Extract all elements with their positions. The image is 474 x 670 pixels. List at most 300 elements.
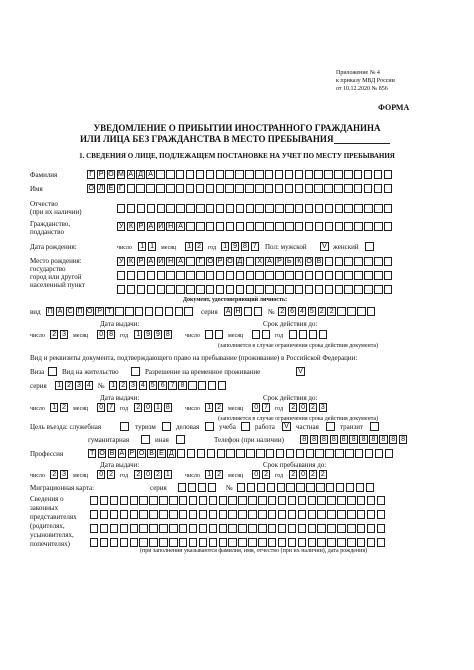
char-cell[interactable]: 1 — [50, 403, 58, 412]
char-cell[interactable] — [225, 170, 233, 179]
char-cell[interactable] — [255, 271, 263, 280]
char-cell[interactable]: 7 — [168, 381, 176, 390]
char-cell[interactable]: 8 — [300, 435, 308, 444]
char-cell[interactable] — [288, 496, 296, 505]
char-cell[interactable]: 0 — [97, 330, 105, 339]
char-cell[interactable] — [169, 524, 177, 533]
char-cell[interactable]: П — [47, 308, 53, 315]
char-cell[interactable] — [354, 170, 362, 179]
char-cell[interactable]: 1 — [134, 330, 142, 339]
birth-day-cells[interactable] — [138, 242, 158, 251]
char-cell[interactable] — [354, 257, 362, 266]
char-cell[interactable]: Р — [97, 308, 102, 315]
char-cell[interactable]: 2 — [134, 470, 142, 479]
char-cell[interactable] — [179, 538, 187, 547]
char-cell[interactable] — [258, 524, 266, 533]
char-cell[interactable]: 6 — [158, 381, 166, 390]
char-cell[interactable] — [155, 307, 163, 316]
char-cell[interactable]: 0 — [299, 470, 307, 479]
char-cell[interactable] — [246, 285, 254, 294]
char-cell[interactable] — [159, 524, 167, 533]
char-cell[interactable] — [325, 222, 333, 231]
char-cell[interactable] — [186, 204, 194, 213]
char-cell[interactable] — [374, 271, 382, 280]
char-cell[interactable] — [246, 271, 254, 280]
char-cell[interactable]: Ь — [287, 258, 292, 265]
char-cell[interactable] — [216, 170, 224, 179]
char-cell[interactable] — [357, 538, 365, 547]
char-cell[interactable]: 9 — [144, 330, 152, 339]
char-cell[interactable] — [255, 285, 263, 294]
char-cell[interactable]: Л — [98, 185, 104, 192]
char-cell[interactable] — [199, 510, 207, 519]
char-cell[interactable] — [120, 510, 128, 519]
char-cell[interactable]: А — [148, 223, 154, 230]
char-cell[interactable] — [335, 222, 343, 231]
char-cell[interactable] — [288, 538, 296, 547]
char-cell[interactable] — [309, 330, 317, 339]
char-cell[interactable] — [347, 307, 355, 316]
char-cell[interactable]: К — [295, 257, 303, 266]
char-cell[interactable] — [308, 496, 316, 505]
char-cell[interactable] — [298, 538, 306, 547]
char-cell[interactable]: 4 — [298, 307, 306, 316]
char-cell[interactable] — [199, 496, 207, 505]
char-cell[interactable] — [316, 483, 324, 492]
char-cell[interactable] — [149, 510, 157, 519]
char-cell[interactable] — [110, 538, 118, 547]
char-cell[interactable]: Р — [129, 450, 135, 457]
char-cell[interactable]: Е — [159, 450, 164, 457]
char-cell[interactable]: 8 — [379, 435, 387, 444]
char-cell[interactable] — [265, 271, 273, 280]
char-cell[interactable] — [344, 204, 352, 213]
char-cell[interactable]: 2 — [60, 403, 68, 412]
residence-permit-checkbox[interactable] — [131, 367, 140, 376]
char-cell[interactable] — [166, 285, 174, 294]
char-cell[interactable]: 3 — [75, 381, 83, 390]
char-cell[interactable] — [315, 271, 323, 280]
char-cell[interactable] — [100, 538, 108, 547]
char-cell[interactable] — [308, 538, 316, 547]
char-cell[interactable] — [344, 285, 352, 294]
purpose-tourism-checkbox[interactable] — [162, 422, 171, 431]
char-cell[interactable] — [364, 257, 372, 266]
char-cell[interactable] — [127, 184, 135, 193]
char-cell[interactable] — [100, 510, 108, 519]
char-cell[interactable]: 2 — [215, 470, 223, 479]
char-cell[interactable]: 0 — [144, 403, 152, 412]
char-cell[interactable] — [209, 524, 217, 533]
char-cell[interactable] — [317, 524, 325, 533]
char-cell[interactable] — [176, 271, 184, 280]
char-cell[interactable] — [258, 538, 266, 547]
char-cell[interactable]: 0 — [252, 403, 260, 412]
char-cell[interactable] — [137, 271, 145, 280]
char-cell[interactable] — [364, 184, 372, 193]
birthplace-cells-3[interactable] — [117, 285, 394, 294]
char-cell[interactable] — [225, 184, 233, 193]
char-cell[interactable] — [295, 170, 303, 179]
citizenship-cells[interactable] — [117, 222, 394, 231]
char-cell[interactable] — [226, 271, 234, 280]
char-cell[interactable] — [384, 285, 392, 294]
char-cell[interactable] — [176, 285, 184, 294]
char-cell[interactable] — [335, 204, 343, 213]
char-cell[interactable] — [244, 307, 252, 316]
char-cell[interactable] — [365, 449, 373, 458]
char-cell[interactable] — [188, 483, 196, 492]
char-cell[interactable] — [248, 538, 256, 547]
char-cell[interactable] — [315, 222, 323, 231]
char-cell[interactable]: 8 — [330, 435, 338, 444]
char-cell[interactable]: 7 — [251, 242, 259, 251]
char-cell[interactable]: Р — [217, 258, 223, 265]
char-cell[interactable] — [385, 449, 393, 458]
char-cell[interactable] — [278, 538, 286, 547]
char-cell[interactable]: А — [225, 308, 231, 315]
char-cell[interactable] — [196, 184, 204, 193]
char-cell[interactable] — [90, 510, 98, 519]
purpose-transit-checkbox[interactable] — [370, 422, 379, 431]
char-cell[interactable] — [315, 449, 323, 458]
char-cell[interactable]: Р — [138, 258, 144, 265]
char-cell[interactable] — [258, 510, 266, 519]
birthplace-cells-2[interactable] — [117, 271, 394, 280]
char-cell[interactable] — [228, 510, 236, 519]
char-cell[interactable] — [325, 204, 333, 213]
char-cell[interactable] — [255, 222, 263, 231]
char-cell[interactable] — [288, 510, 296, 519]
char-cell[interactable]: О — [207, 258, 213, 265]
char-cell[interactable] — [344, 271, 352, 280]
char-cell[interactable] — [326, 483, 334, 492]
char-cell[interactable] — [286, 449, 294, 458]
char-cell[interactable]: А — [128, 171, 134, 178]
birthplace-cells-1[interactable] — [117, 257, 394, 266]
char-cell[interactable] — [289, 330, 297, 339]
permit-series-cells[interactable] — [55, 381, 95, 390]
char-cell[interactable]: Н — [168, 258, 174, 265]
char-cell[interactable]: 1 — [154, 403, 162, 412]
char-cell[interactable]: У — [118, 258, 124, 265]
char-cell[interactable] — [246, 222, 254, 231]
char-cell[interactable] — [347, 524, 355, 533]
char-cell[interactable] — [215, 330, 223, 339]
char-cell[interactable] — [209, 538, 217, 547]
char-cell[interactable] — [335, 285, 343, 294]
permit-valid-year-cells[interactable] — [289, 403, 329, 412]
char-cell[interactable]: 0 — [144, 470, 152, 479]
char-cell[interactable] — [315, 285, 323, 294]
char-cell[interactable] — [335, 271, 343, 280]
migration-series-cells[interactable] — [178, 483, 218, 492]
char-cell[interactable]: Е — [108, 185, 114, 192]
char-cell[interactable]: 1 — [221, 242, 229, 251]
char-cell[interactable] — [337, 496, 345, 505]
char-cell[interactable] — [196, 170, 204, 179]
char-cell[interactable]: 1 — [55, 381, 63, 390]
char-cell[interactable] — [147, 285, 155, 294]
char-cell[interactable] — [298, 510, 306, 519]
char-cell[interactable] — [206, 184, 214, 193]
char-cell[interactable] — [308, 524, 316, 533]
purpose-work-checkbox[interactable]: V — [282, 422, 291, 431]
char-cell[interactable] — [377, 496, 385, 505]
char-cell[interactable] — [206, 170, 214, 179]
char-cell[interactable] — [374, 170, 382, 179]
char-cell[interactable] — [325, 257, 333, 266]
char-cell[interactable] — [90, 524, 98, 533]
char-cell[interactable] — [324, 170, 332, 179]
char-cell[interactable]: 4 — [139, 381, 147, 390]
char-cell[interactable]: В — [149, 450, 154, 457]
char-cell[interactable] — [347, 496, 355, 505]
char-cell[interactable] — [196, 204, 204, 213]
char-cell[interactable] — [186, 222, 194, 231]
stay-month-cells[interactable] — [252, 470, 272, 479]
char-cell[interactable]: 2 — [65, 381, 73, 390]
char-cell[interactable] — [298, 524, 306, 533]
char-cell[interactable] — [196, 222, 204, 231]
char-cell[interactable]: 5 — [149, 381, 157, 390]
char-cell[interactable] — [286, 483, 294, 492]
char-cell[interactable] — [186, 257, 194, 266]
char-cell[interactable] — [337, 307, 345, 316]
id-valid-day-cells[interactable] — [205, 330, 225, 339]
char-cell[interactable]: В — [316, 258, 322, 265]
char-cell[interactable] — [166, 204, 174, 213]
sex-male-checkbox[interactable]: V — [320, 242, 329, 251]
char-cell[interactable] — [357, 510, 365, 519]
char-cell[interactable] — [216, 222, 224, 231]
reps-cells-3[interactable] — [90, 524, 387, 533]
char-cell[interactable]: С — [67, 308, 73, 315]
char-cell[interactable] — [199, 538, 207, 547]
char-cell[interactable] — [335, 257, 343, 266]
reps-cells-4[interactable] — [90, 538, 387, 547]
char-cell[interactable]: А — [57, 308, 63, 315]
char-cell[interactable] — [159, 510, 167, 519]
char-cell[interactable] — [314, 170, 322, 179]
char-cell[interactable]: 8 — [241, 242, 249, 251]
char-cell[interactable] — [375, 449, 383, 458]
char-cell[interactable] — [157, 204, 165, 213]
char-cell[interactable] — [354, 222, 362, 231]
char-cell[interactable] — [364, 271, 372, 280]
char-cell[interactable]: 1 — [185, 242, 193, 251]
char-cell[interactable] — [327, 524, 335, 533]
char-cell[interactable]: 8 — [340, 435, 348, 444]
char-cell[interactable] — [226, 285, 234, 294]
char-cell[interactable] — [344, 184, 352, 193]
char-cell[interactable] — [258, 496, 266, 505]
char-cell[interactable] — [325, 285, 333, 294]
char-cell[interactable] — [176, 204, 184, 213]
char-cell[interactable] — [127, 271, 135, 280]
char-cell[interactable] — [265, 285, 273, 294]
char-cell[interactable] — [295, 285, 303, 294]
char-cell[interactable] — [265, 170, 273, 179]
char-cell[interactable]: Д — [168, 450, 174, 457]
char-cell[interactable] — [179, 496, 187, 505]
char-cell[interactable] — [334, 184, 342, 193]
char-cell[interactable] — [219, 496, 227, 505]
char-cell[interactable]: О — [99, 450, 105, 457]
char-cell[interactable] — [278, 496, 286, 505]
char-cell[interactable]: 1 — [148, 242, 156, 251]
char-cell[interactable] — [265, 204, 273, 213]
char-cell[interactable] — [288, 524, 296, 533]
char-cell[interactable] — [278, 510, 286, 519]
char-cell[interactable] — [384, 170, 392, 179]
char-cell[interactable] — [157, 285, 165, 294]
char-cell[interactable] — [275, 204, 283, 213]
char-cell[interactable] — [246, 204, 254, 213]
char-cell[interactable] — [248, 524, 256, 533]
char-cell[interactable] — [147, 204, 155, 213]
char-cell[interactable] — [345, 449, 353, 458]
char-cell[interactable] — [337, 510, 345, 519]
char-cell[interactable] — [209, 510, 217, 519]
char-cell[interactable] — [176, 170, 184, 179]
char-cell[interactable] — [130, 496, 138, 505]
char-cell[interactable] — [228, 524, 236, 533]
char-cell[interactable]: 8 — [164, 330, 172, 339]
char-cell[interactable] — [136, 184, 144, 193]
char-cell[interactable] — [238, 496, 246, 505]
entry-month-cells[interactable] — [97, 470, 117, 479]
char-cell[interactable] — [177, 449, 185, 458]
char-cell[interactable] — [205, 330, 213, 339]
char-cell[interactable]: 2 — [318, 307, 326, 316]
char-cell[interactable]: А — [178, 223, 183, 230]
char-cell[interactable] — [374, 257, 382, 266]
id-series-cells[interactable] — [224, 307, 264, 316]
phone-cells[interactable] — [300, 435, 409, 444]
sex-female-checkbox[interactable] — [365, 242, 374, 251]
char-cell[interactable]: Г — [87, 170, 95, 179]
char-cell[interactable] — [306, 483, 314, 492]
char-cell[interactable] — [157, 271, 165, 280]
char-cell[interactable] — [246, 449, 254, 458]
char-cell[interactable] — [377, 524, 385, 533]
char-cell[interactable]: О — [88, 185, 94, 192]
char-cell[interactable]: Р — [277, 258, 282, 265]
char-cell[interactable] — [189, 538, 197, 547]
char-cell[interactable]: В — [109, 450, 115, 457]
id-kind-cells[interactable] — [46, 307, 194, 316]
char-cell[interactable] — [149, 538, 157, 547]
migration-number-cells[interactable] — [237, 483, 375, 492]
visa-checkbox[interactable] — [48, 367, 57, 376]
id-issue-month-cells[interactable] — [97, 330, 117, 339]
char-cell[interactable] — [166, 184, 174, 193]
char-cell[interactable] — [354, 204, 362, 213]
char-cell[interactable]: 8 — [310, 435, 318, 444]
char-cell[interactable]: 1 — [138, 242, 146, 251]
char-cell[interactable] — [120, 496, 128, 505]
stay-year-cells[interactable] — [289, 470, 329, 479]
char-cell[interactable] — [120, 524, 128, 533]
char-cell[interactable] — [169, 496, 177, 505]
char-cell[interactable] — [324, 184, 332, 193]
char-cell[interactable] — [262, 330, 270, 339]
char-cell[interactable]: 8 — [349, 435, 357, 444]
char-cell[interactable] — [166, 170, 174, 179]
char-cell[interactable] — [275, 184, 283, 193]
permit-issue-year-cells[interactable] — [134, 403, 174, 412]
char-cell[interactable]: 1 — [164, 470, 172, 479]
char-cell[interactable] — [267, 483, 275, 492]
char-cell[interactable] — [219, 524, 227, 533]
char-cell[interactable] — [236, 449, 244, 458]
char-cell[interactable] — [285, 222, 293, 231]
char-cell[interactable] — [364, 285, 372, 294]
char-cell[interactable] — [347, 510, 355, 519]
char-cell[interactable] — [305, 222, 313, 231]
id-issue-year-cells[interactable] — [134, 330, 174, 339]
char-cell[interactable] — [254, 307, 262, 316]
char-cell[interactable]: 0 — [97, 403, 105, 412]
char-cell[interactable] — [184, 307, 192, 316]
char-cell[interactable] — [295, 271, 303, 280]
char-cell[interactable] — [245, 170, 253, 179]
char-cell[interactable] — [206, 271, 214, 280]
char-cell[interactable] — [110, 496, 118, 505]
char-cell[interactable]: 3 — [319, 403, 327, 412]
char-cell[interactable] — [226, 222, 234, 231]
char-cell[interactable]: 1 — [205, 470, 213, 479]
char-cell[interactable]: 7 — [262, 403, 270, 412]
char-cell[interactable] — [228, 538, 236, 547]
char-cell[interactable] — [305, 170, 313, 179]
char-cell[interactable] — [145, 307, 153, 316]
char-cell[interactable]: 2 — [107, 470, 115, 479]
char-cell[interactable] — [186, 271, 194, 280]
char-cell[interactable]: О — [138, 450, 145, 457]
char-cell[interactable] — [367, 538, 375, 547]
char-cell[interactable] — [374, 204, 382, 213]
char-cell[interactable] — [367, 307, 375, 316]
char-cell[interactable] — [325, 449, 333, 458]
char-cell[interactable] — [159, 538, 167, 547]
char-cell[interactable] — [306, 449, 314, 458]
char-cell[interactable] — [156, 170, 164, 179]
char-cell[interactable] — [305, 285, 313, 294]
char-cell[interactable]: О — [87, 308, 93, 315]
char-cell[interactable] — [159, 496, 167, 505]
char-cell[interactable] — [218, 381, 226, 390]
char-cell[interactable] — [198, 381, 206, 390]
char-cell[interactable]: Т — [105, 307, 113, 316]
char-cell[interactable]: Т — [88, 449, 96, 458]
purpose-business-checkbox[interactable] — [205, 422, 214, 431]
char-cell[interactable] — [335, 449, 343, 458]
char-cell[interactable] — [367, 510, 375, 519]
char-cell[interactable] — [206, 222, 214, 231]
char-cell[interactable]: И — [158, 223, 164, 230]
char-cell[interactable]: Р — [138, 223, 144, 230]
char-cell[interactable] — [147, 271, 155, 280]
char-cell[interactable] — [236, 204, 244, 213]
char-cell[interactable] — [314, 184, 322, 193]
char-cell[interactable] — [275, 271, 283, 280]
char-cell[interactable] — [364, 204, 372, 213]
char-cell[interactable] — [255, 184, 263, 193]
char-cell[interactable] — [357, 496, 365, 505]
char-cell[interactable] — [110, 524, 118, 533]
